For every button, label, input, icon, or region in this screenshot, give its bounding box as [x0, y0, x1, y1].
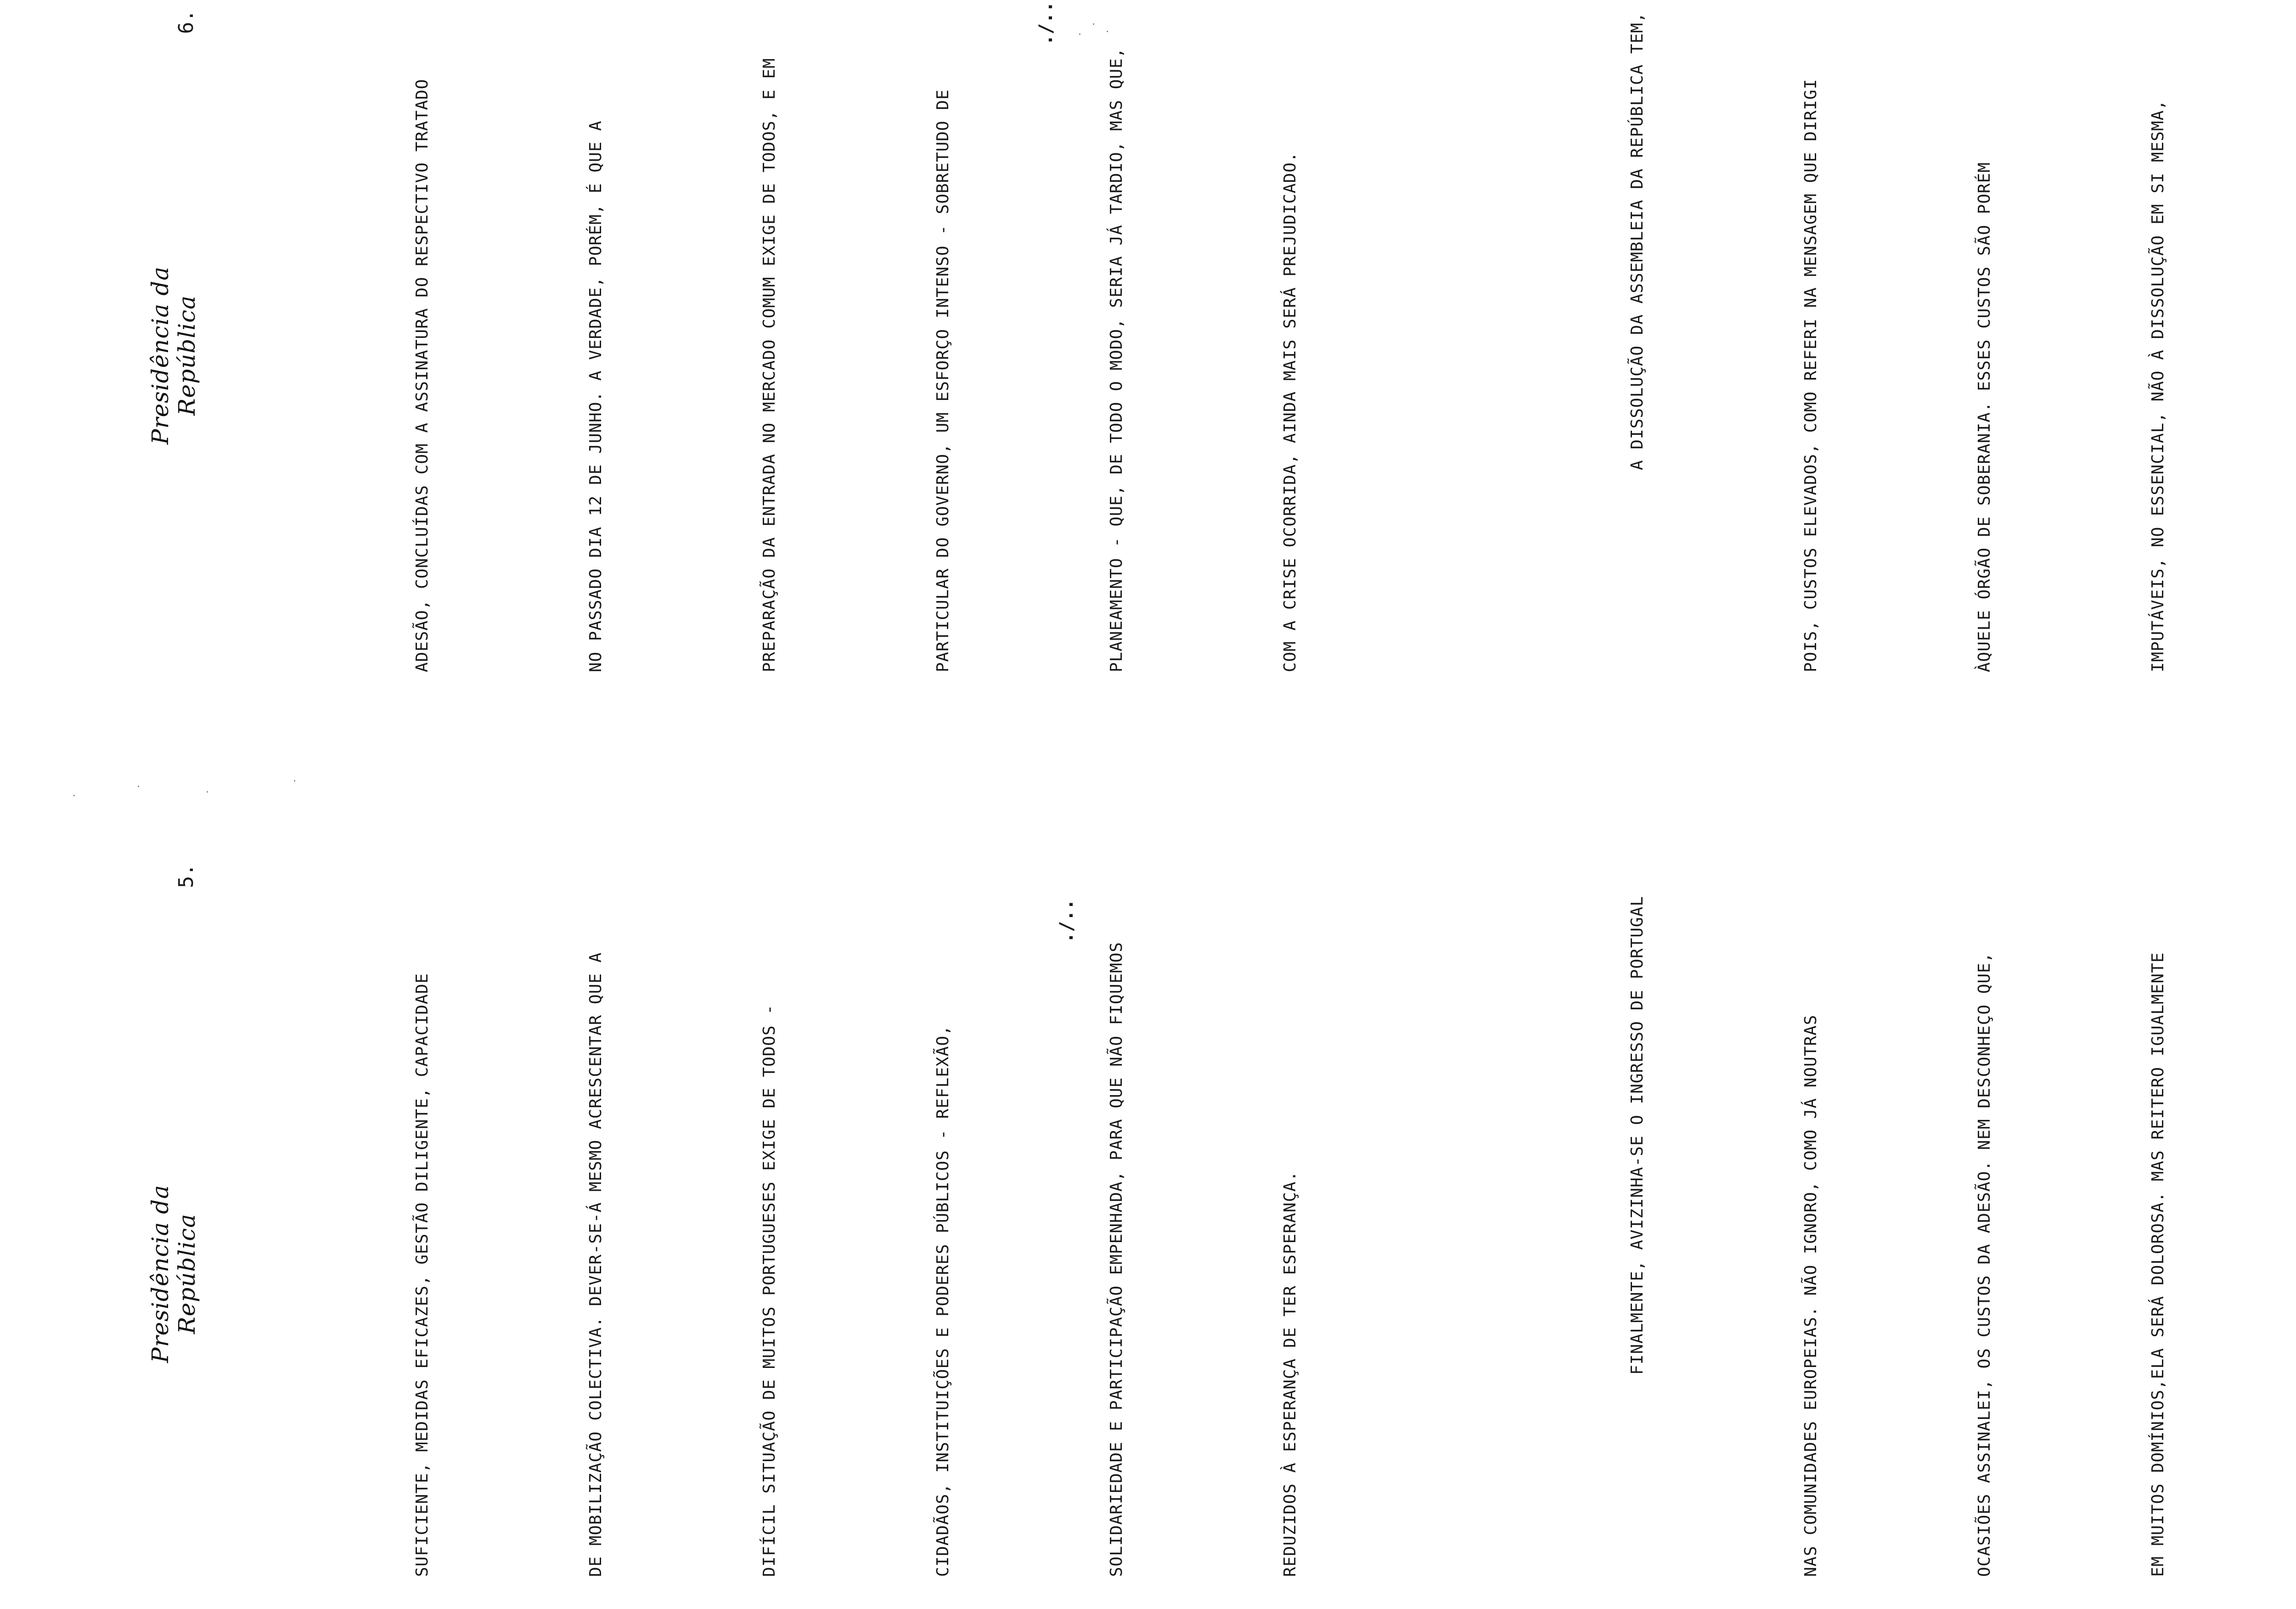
text-line: PREPARAÇÃO DA ENTRADA NO MERCADO COMUM EXIGE DE TODOS, E EM — [760, 58, 779, 672]
text-line: DE MOBILIZAÇÃO COLECTIVA. DEVER-SE-Á MESMO ACRESCENTAR QUE A — [586, 952, 605, 1577]
text-line: FINALMENTE, AVIZINHA-SE O INGRESSO DE PORTUGAL — [1628, 896, 1647, 1375]
body-text-page-5 — [278, 815, 2296, 1577]
text-line: OCASIÕES ASSINALEI, OS CUSTOS DA ADESÃO. NEM DESCONHEÇO QUE, — [1975, 952, 1994, 1577]
text-line: SUFICIENTE, MEDIDAS EFICAZES, GESTÃO DILIGENTE, CAPACIDADE — [413, 973, 432, 1577]
text-line: CIDADÃOS, INSTITUIÇÕES E PODERES PÚBLICOS - REFLEXÃO, — [934, 1025, 952, 1577]
page-5 — [0, 815, 2167, 1577]
scan-specks — [1075, 11, 1116, 39]
text-line: NAS COMUNIDADES EUROPEIAS. NÃO IGNORO, COMO JÁ NOUTRAS — [1801, 1014, 1820, 1577]
text-line: COM A CRISE OCORRIDA, AINDA MAIS SERÁ PREJUDICADO. — [1281, 152, 1300, 672]
text-line: ÀQUELE ÓRGÃO DE SOBERANIA. ESSES CUSTOS SÃO PORÉM — [1975, 162, 1994, 672]
text-line: IMPUTÁVEIS, NO ESSENCIAL, NÃO À DISSOLUÇÃO EM SI MESMA, — [2149, 99, 2167, 672]
page-number-6: 6. — [174, 10, 198, 34]
letterhead-page-6: Presidência da República — [147, 266, 200, 445]
text-line: SOLIDARIEDADE E PARTICIPAÇÃO EMPENHADA, PARA QUE NÃO FIQUEMOS — [1107, 941, 1126, 1577]
text-line: POIS, CUSTOS ELEVADOS, COMO REFERI NA MENSAGEM QUE DIRIGI — [1801, 79, 1820, 672]
text-line: PARTICULAR DO GOVERNO, UM ESFORÇO INTENSO - SOBRETUDO DE — [934, 89, 952, 672]
page-number-5: 5. — [174, 864, 198, 888]
text-line: A DISSOLUÇÃO DA ASSEMBLEIA DA REPÚBLICA TEM, — [1628, 12, 1647, 470]
text-line: PLANEAMENTO - QUE, DE TODO O MODO, SERIA JÁ TARDIO, MAS QUE, — [1107, 47, 1126, 672]
text-line: EM MUITOS DOMÍNIOS,ELA SERÁ DOLOROSA. MAS REITERO IGUALMENTE — [2149, 952, 2167, 1577]
text-line: ADESÃO, CONCLUÍDAS COM A ASSINATURA DO RESPECTIVO TRATADO — [413, 79, 432, 672]
body-text-page-6 — [278, 12, 2296, 672]
text-line: REDUZIDOS À ESPERANÇA DE TER ESPERANÇA. — [1281, 1170, 1300, 1577]
continuation-mark: ./.. — [1056, 899, 1077, 943]
text-line: NO PASSADO DIA 12 DE JUNHO. A VERDADE, PORÉM, É QUE A — [586, 120, 605, 672]
page-6 — [0, 1, 2167, 778]
letterhead-page-5: Presidência da República — [147, 1184, 200, 1363]
continuation-mark: ./.. — [1035, 1, 1057, 45]
text-line: DIFÍCIL SITUAÇÃO DE MUITOS PORTUGUESES EXIGE DE TODOS - — [760, 1004, 779, 1577]
scan-specks — [55, 764, 377, 801]
